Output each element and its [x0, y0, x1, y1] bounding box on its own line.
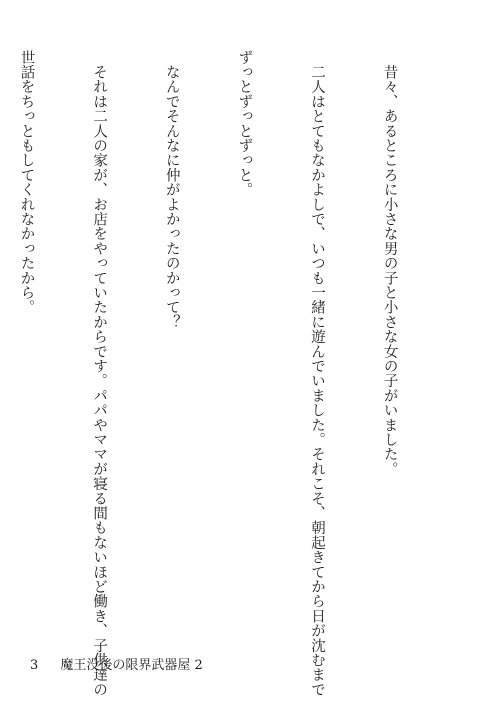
- text-line: それは二人の家が、お店をやっていたからです。パパやママが寝る間もないほど働き、子供達の: [91, 50, 108, 697]
- text-line: ずっとずっとずっと。: [236, 50, 253, 197]
- text-line: なんでそんなに仲がよかったのかって？: [163, 50, 180, 330]
- text-line: 昔々、あるところに小さな男の子と小さな女の子がいました。: [381, 50, 398, 477]
- text-line: 二人はとてもなかよしで、いつも一緒に遊んでいました。それこそ、朝起きてから日が沈むまで: [308, 50, 325, 697]
- text-line: 世話をちっともしてくれなかったから。: [18, 50, 35, 315]
- page-number: 3: [30, 658, 39, 673]
- page-footer: [30, 654, 203, 673]
- book-title: 魔王没後の限界武器屋 2: [60, 658, 203, 673]
